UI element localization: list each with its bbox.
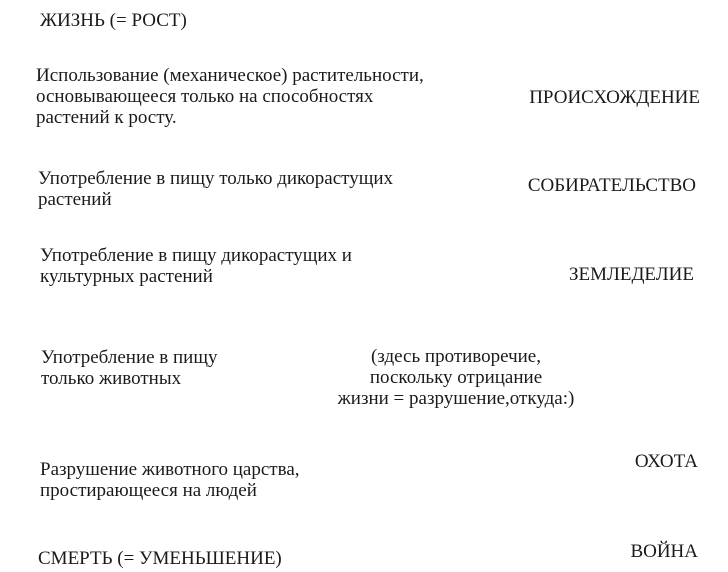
stage-label-gathering: СОБИРАТЕЛЬСТВО xyxy=(527,175,696,196)
row-hunting-description xyxy=(40,459,300,501)
description-line: культурных растений xyxy=(40,266,213,287)
description-line: Использование (механическое) растительности, xyxy=(36,65,424,86)
row-animals-description xyxy=(41,347,217,389)
row-gathering-description xyxy=(38,168,393,210)
stage-label-origin: ПРОИСХОЖДЕНИЕ xyxy=(529,87,700,108)
description-line: Употребление в пищу дикорастущих и xyxy=(40,245,352,266)
description-line: Употребление в пищу xyxy=(41,347,218,368)
description-line: растений к росту. xyxy=(36,107,177,128)
note-line: (здесь противоречие, xyxy=(370,346,541,367)
footer-title: СМЕРТЬ (= УМЕНЬШЕНИЕ) xyxy=(38,548,282,569)
description-line: только животных xyxy=(41,368,182,389)
description-line: растений xyxy=(38,189,112,210)
note-line: поскольку отрицание xyxy=(369,367,543,388)
row-agriculture-description xyxy=(40,245,352,287)
page-title: ЖИЗНЬ (= РОСТ) xyxy=(40,10,187,31)
note-line: жизни = разрушение,откуда:) xyxy=(337,388,575,409)
stage-label-war: ВОЙНА xyxy=(630,541,698,562)
row-origin-description xyxy=(36,65,424,128)
description-line: простирающееся на людей xyxy=(40,480,257,501)
stage-label-agriculture: ЗЕМЛЕДЕЛИЕ xyxy=(568,264,694,285)
stage-label-hunting: ОХОТА xyxy=(634,451,698,472)
description-line: основывающееся только на способностях xyxy=(36,86,374,107)
description-line: Разрушение животного царства, xyxy=(40,459,300,480)
contradiction-note xyxy=(318,346,594,409)
description-line: Употребление в пищу только дикорастущих xyxy=(38,168,394,189)
